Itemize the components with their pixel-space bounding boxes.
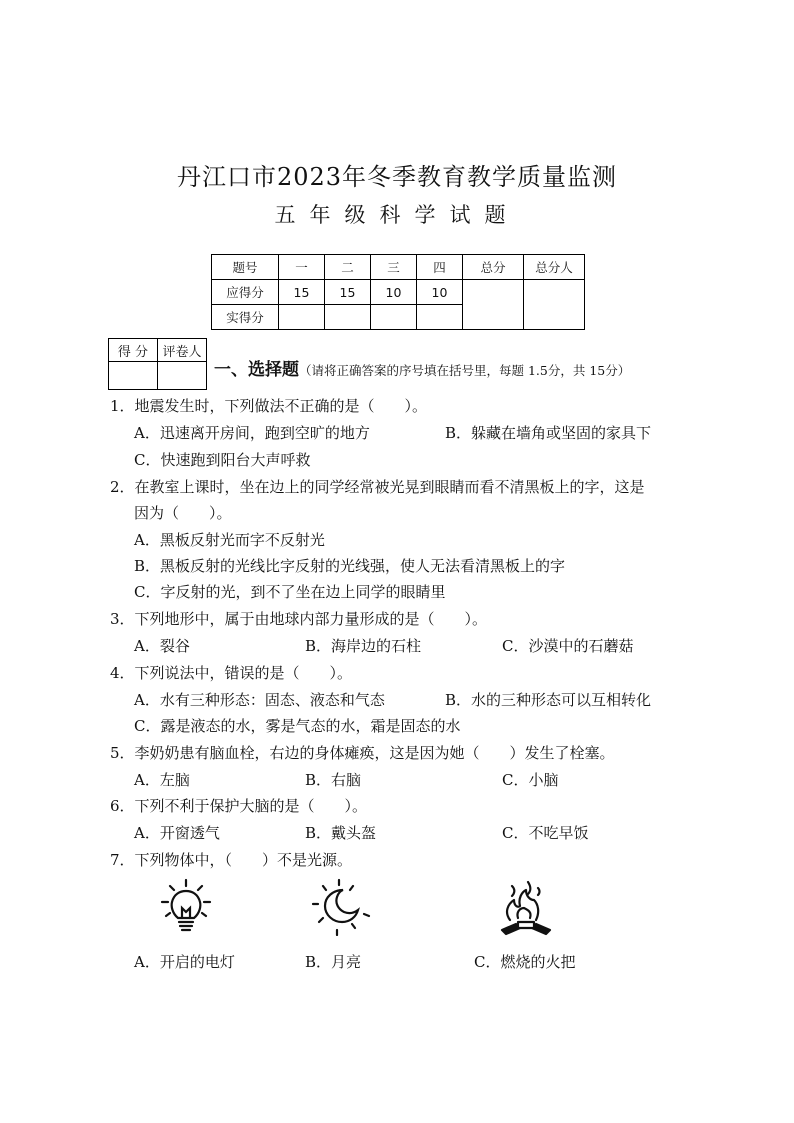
question-stem: 2．在教室上课时，坐在边上的同学经常被光晃到眼睛而看不清黑板上的字，这是 [110, 478, 645, 496]
option-c: C．燃烧的火把 [474, 953, 576, 971]
option-c: C．小脑 [502, 771, 559, 789]
table-cell: 15 [325, 280, 371, 305]
table-cell: 三 [371, 255, 417, 280]
option-c: C．沙漠中的石蘑菇 [502, 637, 634, 655]
grader-label: 评卷人 [158, 339, 207, 362]
option-a: A．开窗透气 [134, 824, 220, 842]
section-title: 一、选择题 [214, 360, 299, 380]
table-cell: 实得分 [212, 305, 279, 330]
light-bulb-icon [158, 878, 214, 936]
table-cell: 10 [371, 280, 417, 305]
total-scorer-cell[interactable] [524, 280, 585, 330]
option-b: B．戴头盔 [305, 824, 377, 842]
option-a: A．迅速离开房间，跑到空旷的地方 [134, 424, 370, 442]
section-score-cell[interactable] [109, 362, 158, 390]
option-a: A．左脑 [134, 771, 190, 789]
option-b: B．躲藏在墙角或坚固的家具下 [445, 424, 652, 442]
question-stem: 1．地震发生时，下列做法不正确的是（ ）。 [110, 397, 428, 415]
table-cell: 总分人 [524, 255, 585, 280]
option-c: C．字反射的光，到不了坐在边上同学的眼睛里 [134, 583, 446, 601]
campfire-icon [496, 878, 556, 942]
option-b: B．月亮 [305, 953, 362, 971]
question-stem: 5．李奶奶患有脑血栓，右边的身体瘫痪，这是因为她（ ）发生了栓塞。 [110, 744, 615, 762]
option-c: C．快速跑到阳台大声呼救 [134, 451, 311, 469]
grader-box [108, 338, 207, 390]
table-cell: 四 [417, 255, 463, 280]
option-c: C．不吃早饭 [502, 824, 589, 842]
table-row [212, 255, 585, 280]
question-stem-cont: 因为（ ）。 [134, 504, 232, 522]
question-stem: 4．下列说法中，错误的是（ ）。 [110, 664, 353, 682]
score-label: 得 分 [109, 339, 158, 362]
option-a: A．开启的电灯 [134, 953, 235, 971]
section-heading [214, 355, 630, 380]
option-c: C．露是液态的水，雾是气态的水，霜是固态的水 [134, 717, 461, 735]
score-entry-cell[interactable] [279, 305, 325, 330]
score-table [211, 254, 585, 330]
moon-icon [311, 878, 371, 936]
table-cell: 题号 [212, 255, 279, 280]
table-cell: 二 [325, 255, 371, 280]
exam-title: 丹江口市2023年冬季教育教学质量监测 [176, 163, 618, 191]
question-stem: 3．下列地形中，属于由地球内部力量形成的是（ ）。 [110, 610, 488, 628]
option-b: B．黑板反射的光线比字反射的光线强，使人无法看清黑板上的字 [134, 557, 566, 575]
total-score-cell[interactable] [463, 280, 524, 330]
question-stem: 6．下列不利于保护大脑的是（ ）。 [110, 797, 368, 815]
score-entry-cell[interactable] [371, 305, 417, 330]
table-cell: 15 [279, 280, 325, 305]
score-entry-cell[interactable] [417, 305, 463, 330]
option-b: B．水的三种形态可以互相转化 [445, 691, 652, 709]
section-note: （请将正确答案的序号填在括号里，每题 1.5分，共 15分） [299, 363, 631, 378]
table-cell: 应得分 [212, 280, 279, 305]
option-b: B．海岸边的石柱 [305, 637, 422, 655]
table-cell: 总分 [463, 255, 524, 280]
exam-subtitle: 五年级科学试题 [274, 203, 520, 227]
option-b: B．右脑 [305, 771, 362, 789]
option-a: A．水有三种形态：固态、液态和气态 [134, 691, 385, 709]
section-grader-cell[interactable] [158, 362, 207, 390]
score-entry-cell[interactable] [325, 305, 371, 330]
table-cell: 10 [417, 280, 463, 305]
option-a: A．黑板反射光而字不反射光 [134, 531, 325, 549]
question-stem: 7．下列物体中，（ ）不是光源。 [110, 851, 353, 869]
option-a: A．裂谷 [134, 637, 190, 655]
table-cell: 一 [279, 255, 325, 280]
table-row [212, 280, 585, 305]
